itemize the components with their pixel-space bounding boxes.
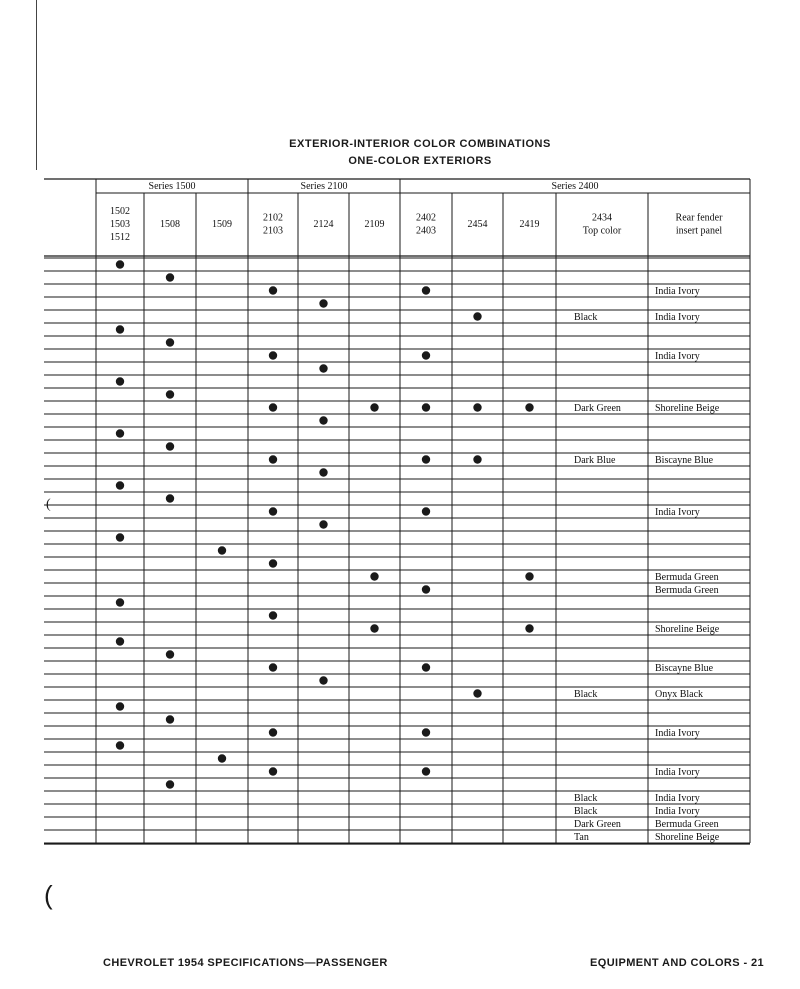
page-title: EXTERIOR-INTERIOR COLOR COMBINATIONS xyxy=(289,138,551,150)
combination-dot xyxy=(319,416,327,424)
top-color-cell: Tan xyxy=(574,832,589,843)
column-header-label: Rear fender xyxy=(675,212,723,224)
combination-dot xyxy=(422,507,430,515)
combination-dot xyxy=(116,741,124,749)
fender-panel-cell: Shoreline Beige xyxy=(655,624,720,635)
combination-dot xyxy=(166,780,174,788)
combination-dot xyxy=(370,572,378,580)
fender-panel-cell: Bermuda Green xyxy=(655,819,719,830)
combination-dot xyxy=(116,325,124,333)
fender-panel-cell: Biscayne Blue xyxy=(655,663,714,674)
combination-dot xyxy=(218,754,226,762)
combination-dot xyxy=(525,572,533,580)
combination-dot xyxy=(269,767,277,775)
series-group-label: Series 1500 xyxy=(148,181,196,192)
margin-bracket-mark: ( xyxy=(46,497,51,512)
combination-dot xyxy=(166,715,174,723)
combination-dot xyxy=(473,312,481,320)
combination-dot xyxy=(269,611,277,619)
combination-dot xyxy=(319,364,327,372)
column-header-label: 1502 xyxy=(110,206,130,217)
combination-dot xyxy=(166,390,174,398)
fender-panel-cell: India Ivory xyxy=(655,793,700,804)
fender-panel-cell: Biscayne Blue xyxy=(655,455,714,466)
combination-dot xyxy=(269,507,277,515)
fender-panel-cell: India Ivory xyxy=(655,728,700,739)
combination-dot xyxy=(269,455,277,463)
top-color-cell: Dark Blue xyxy=(574,455,616,466)
combination-dot xyxy=(422,767,430,775)
footer-right: EQUIPMENT AND COLORS - 21 xyxy=(590,957,764,969)
combination-dot xyxy=(422,351,430,359)
combination-dot xyxy=(422,663,430,671)
series-group-label: Series 2400 xyxy=(551,181,599,192)
combination-dot xyxy=(269,403,277,411)
combination-dot xyxy=(166,442,174,450)
top-color-cell: Black xyxy=(574,793,598,804)
top-color-cell: Black xyxy=(574,312,598,323)
fender-panel-cell: Shoreline Beige xyxy=(655,832,720,843)
column-header-label: 2109 xyxy=(364,219,385,230)
top-color-cell: Black xyxy=(574,806,598,817)
combination-dot xyxy=(166,338,174,346)
fender-panel-cell: India Ivory xyxy=(655,767,700,778)
combination-dot xyxy=(319,676,327,684)
combination-dot xyxy=(269,351,277,359)
fender-panel-cell: Shoreline Beige xyxy=(655,403,720,414)
combination-dot xyxy=(166,273,174,281)
combination-dot xyxy=(422,403,430,411)
combination-dot xyxy=(166,650,174,658)
left-paren-mark: ( xyxy=(44,880,53,910)
combination-dot xyxy=(269,286,277,294)
column-header-label: 2103 xyxy=(263,225,283,237)
combination-dot xyxy=(370,624,378,632)
combination-dot xyxy=(269,728,277,736)
combination-dot xyxy=(116,429,124,437)
combination-dot xyxy=(319,468,327,476)
combination-dot xyxy=(422,455,430,463)
top-color-cell: Dark Green xyxy=(574,403,621,414)
column-header-label: Top color xyxy=(582,225,622,237)
combination-dot xyxy=(116,377,124,385)
column-header-label: 1509 xyxy=(212,219,232,230)
fender-panel-cell: Bermuda Green xyxy=(655,572,719,583)
column-header-label: 2454 xyxy=(467,219,488,230)
series-group-label: Series 2100 xyxy=(300,181,348,192)
combination-dot xyxy=(422,585,430,593)
column-header-label: 1503 xyxy=(110,219,130,230)
combination-dot xyxy=(319,520,327,528)
column-header-label: 2419 xyxy=(519,219,540,230)
fender-panel-cell: India Ivory xyxy=(655,312,700,323)
combination-dot xyxy=(319,299,327,307)
combination-dot xyxy=(116,702,124,710)
column-header-label: 2402 xyxy=(416,212,436,224)
fender-panel-cell: Bermuda Green xyxy=(655,585,719,596)
combination-dot xyxy=(116,637,124,645)
fender-panel-cell: India Ivory xyxy=(655,507,700,518)
combination-dot xyxy=(473,689,481,697)
top-color-cell: Black xyxy=(574,689,598,700)
combination-dot xyxy=(269,559,277,567)
combination-dot xyxy=(473,455,481,463)
column-header-label: 1508 xyxy=(160,219,180,230)
column-header-label: 2124 xyxy=(313,219,334,230)
combination-dot xyxy=(473,403,481,411)
column-header-label: 2403 xyxy=(416,225,436,237)
column-header-label: 1512 xyxy=(110,232,130,243)
fender-panel-cell: Onyx Black xyxy=(655,689,704,700)
combination-dot xyxy=(116,533,124,541)
fender-panel-cell: India Ivory xyxy=(655,351,700,362)
combination-dot xyxy=(166,494,174,502)
fender-panel-cell: India Ivory xyxy=(655,806,700,817)
fender-panel-cell: India Ivory xyxy=(655,286,700,297)
combination-dot xyxy=(116,260,124,268)
combination-dot xyxy=(525,624,533,632)
combination-dot xyxy=(269,663,277,671)
combination-dot xyxy=(525,403,533,411)
combination-dot xyxy=(116,481,124,489)
combination-dot xyxy=(218,546,226,554)
combination-dot xyxy=(422,286,430,294)
column-header-label: 2102 xyxy=(263,212,283,224)
column-header-label: 2434 xyxy=(592,212,612,224)
footer-left: CHEVROLET 1954 SPECIFICATIONS—PASSENGER xyxy=(103,957,388,969)
column-header-label: insert panel xyxy=(675,225,723,237)
top-color-cell: Dark Green xyxy=(574,819,621,830)
combination-dot xyxy=(116,598,124,606)
combination-dot xyxy=(370,403,378,411)
page-subtitle: ONE-COLOR EXTERIORS xyxy=(348,155,492,167)
combination-dot xyxy=(422,728,430,736)
